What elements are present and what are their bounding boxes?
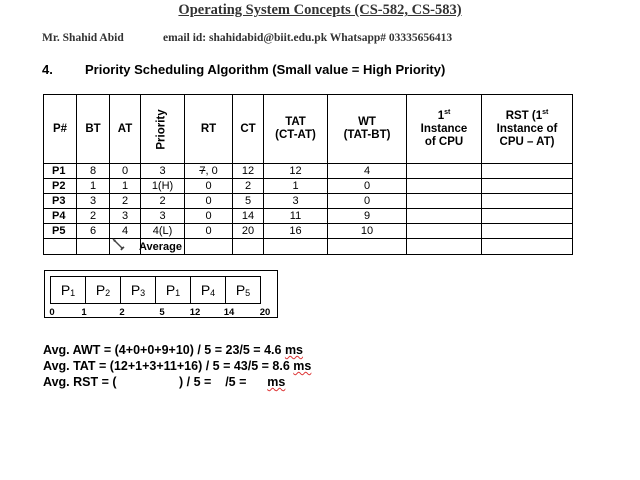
section-title: Priority Scheduling Algorithm (Small value = High Priority) (85, 62, 446, 77)
cell-pid: P4 (44, 209, 77, 224)
cell-bt: 6 (77, 224, 110, 239)
cell-rst (482, 164, 573, 179)
avg-cell-ct (233, 239, 264, 255)
cell-ct: 14 (233, 209, 264, 224)
cell-wt: 4 (328, 164, 407, 179)
avg-cell-rt (185, 239, 233, 255)
gantt-tick: 14 (223, 307, 235, 318)
header-first-line3: of CPU (424, 135, 464, 148)
avg-cell-bt (77, 239, 110, 255)
gantt-tick: 20 (259, 307, 271, 318)
cell-at: 1 (110, 179, 141, 194)
gantt-cell: P $_5$ (225, 276, 261, 304)
cell-wt: 9 (328, 209, 407, 224)
avg-rst-text: Avg. RST = ( ) / 5 = /5 = (43, 375, 268, 389)
cell-wt: 10 (328, 224, 407, 239)
avg-cell-priority (141, 239, 185, 255)
pen-cursor-icon (111, 237, 127, 253)
gantt-tick: 5 (159, 307, 165, 318)
cell-pid: P2 (44, 179, 77, 194)
table-row (44, 209, 573, 224)
header-wt (328, 95, 407, 164)
cell-ct: 2 (233, 179, 264, 194)
cell-rst (482, 179, 573, 194)
header-first-line2: Instance (420, 122, 468, 135)
header-first-sup: st (444, 108, 451, 116)
header-wt-line1: WT (358, 116, 376, 128)
cell-at: 3 (110, 209, 141, 224)
avg-rst-unit: ms (267, 375, 286, 389)
table-header-row (44, 95, 573, 164)
avg-tat-unit: ms (293, 359, 312, 373)
header-tat-line1: TAT (285, 116, 306, 128)
cell-rt-struck: 7 (199, 165, 206, 177)
gantt-cell: P $_3$ (120, 276, 156, 304)
gantt-tick: 12 (189, 307, 201, 318)
header-pid: P# (44, 95, 77, 164)
table-row (44, 164, 573, 179)
header-tat (264, 95, 328, 164)
cell-ct: 12 (233, 164, 264, 179)
cell-first-instance (407, 224, 482, 239)
cell-priority: 3 (141, 164, 185, 179)
header-rst-sup: st (542, 108, 549, 116)
header-first-line1: 1 (437, 109, 445, 122)
header-rst-line3: CPU – AT) (499, 135, 555, 148)
table-row (44, 194, 573, 209)
cell-rt-value: , 0 (205, 165, 218, 177)
gantt-cell: P $_1$ (155, 276, 191, 304)
cell-wt: 0 (328, 179, 407, 194)
avg-cell-pid (44, 239, 77, 255)
avg-cell-rst (482, 239, 573, 255)
cell-rt: 0 (185, 194, 233, 209)
header-at: AT (110, 95, 141, 164)
gantt-tick: 2 (119, 307, 125, 318)
cell-ct: 5 (233, 194, 264, 209)
average-label: Average (139, 240, 183, 253)
cell-pid: P3 (44, 194, 77, 209)
scheduling-table (43, 94, 573, 255)
cell-at: 2 (110, 194, 141, 209)
cell-bt: 1 (77, 179, 110, 194)
avg-rst-line (43, 375, 285, 389)
cell-priority: 4(L) (141, 224, 185, 239)
header-priority-label: Priority (156, 108, 169, 150)
avg-awt-text: Avg. AWT = (4+0+0+9+10) / 5 = 23/5 = 4.6 (43, 343, 285, 357)
avg-tat-text: Avg. TAT = (12+1+3+11+16) / 5 = 43/5 = 8.6 (43, 359, 294, 373)
gantt-cells (50, 276, 261, 304)
header-priority (141, 95, 185, 164)
cell-priority: 3 (141, 209, 185, 224)
cell-tat: 12 (264, 164, 328, 179)
contact-info: email id: shahidabid@biit.edu.pk Whatsapp# 03335656413 (163, 32, 453, 44)
cell-rst (482, 194, 573, 209)
cell-tat: 3 (264, 194, 328, 209)
cell-rt (185, 164, 233, 179)
header-first-instance (407, 95, 482, 164)
header-rst-line1: RST (1 (505, 109, 543, 122)
cell-rt: 0 (185, 179, 233, 194)
cell-pid: P5 (44, 224, 77, 239)
gantt-cell: P $_4$ (190, 276, 226, 304)
avg-tat-line (43, 359, 311, 373)
cell-first-instance (407, 179, 482, 194)
table-row (44, 179, 573, 194)
gantt-tick: 1 (81, 307, 87, 318)
header-tat-line2: (CT-AT) (275, 129, 316, 141)
header-bt: BT (77, 95, 110, 164)
cell-bt: 3 (77, 194, 110, 209)
avg-cell-first (407, 239, 482, 255)
cell-first-instance (407, 164, 482, 179)
avg-cell-tat (264, 239, 328, 255)
cell-priority: 1(H) (141, 179, 185, 194)
avg-awt-line (43, 343, 303, 357)
document-title: Operating System Concepts (CS-582, CS-583) (178, 2, 462, 18)
header-wt-line2: (TAT-BT) (343, 129, 391, 141)
instructor-name: Mr. Shahid Abid (42, 32, 124, 44)
cell-at: 0 (110, 164, 141, 179)
cell-priority: 2 (141, 194, 185, 209)
cell-tat: 16 (264, 224, 328, 239)
gantt-cell: P $_2$ (85, 276, 121, 304)
cell-bt: 2 (77, 209, 110, 224)
cell-rst (482, 209, 573, 224)
cell-first-instance (407, 209, 482, 224)
gantt-tick: 0 (49, 307, 55, 318)
cell-wt: 0 (328, 194, 407, 209)
cell-first-instance (407, 194, 482, 209)
cell-ct: 20 (233, 224, 264, 239)
cell-at: 4 (110, 224, 141, 239)
cell-rt: 0 (185, 209, 233, 224)
header-ct: CT (233, 95, 264, 164)
cell-bt: 8 (77, 164, 110, 179)
cell-tat: 11 (264, 209, 328, 224)
header-rst-line2: Instance of (496, 122, 558, 135)
avg-awt-unit: ms (284, 343, 304, 357)
section-number: 4. (42, 62, 53, 77)
cell-tat: 1 (264, 179, 328, 194)
avg-cell-wt (328, 239, 407, 255)
gantt-cell: P $_1$ (50, 276, 86, 304)
cell-rst (482, 224, 573, 239)
cell-pid: P1 (44, 164, 77, 179)
cell-rt: 0 (185, 224, 233, 239)
header-rt: RT (185, 95, 233, 164)
header-rst (482, 95, 573, 164)
